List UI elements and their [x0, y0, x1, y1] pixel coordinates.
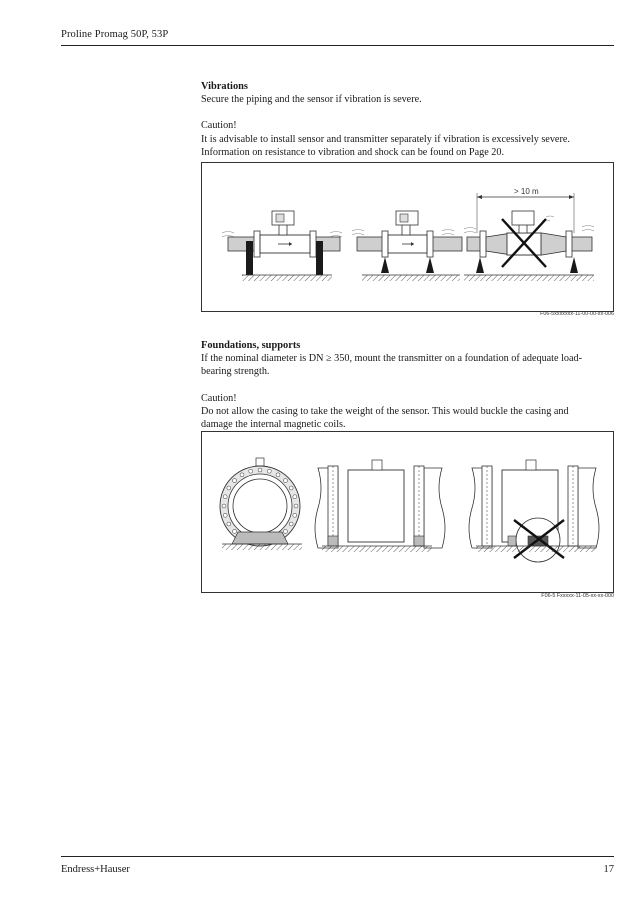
flange-bolt-hole: [283, 529, 287, 533]
vibrations-text: Secure the piping and the sensor if vibration is severe.: [201, 94, 422, 106]
flange-bolt-hole: [223, 495, 227, 499]
vibrations-caution-label: Caution!: [201, 120, 237, 132]
vibrations-illustration: [202, 163, 613, 311]
flange-bolt-hole: [223, 513, 227, 517]
distance-label: > 10 m: [514, 187, 539, 196]
panel-large-flange-on-foundation: [220, 458, 302, 550]
flange-bolt-hole: [240, 473, 244, 477]
foundations-illustration: [202, 432, 613, 592]
flange-bolt-hole: [249, 469, 253, 473]
foundations-heading: Foundations, supports: [201, 340, 301, 351]
vibrations-heading: Vibrations: [201, 81, 248, 92]
flange-bolt-hole: [258, 468, 262, 472]
foundations-text-1: If the nominal diameter is DN ≥ 350, mount the transmitter on a foundation of adequate load-: [201, 353, 583, 365]
flange-bolt-hole: [276, 473, 280, 477]
foundations-caution-text-1: Do not allow the casing to take the weight of the sensor. This would buckle the casing and: [201, 405, 569, 417]
panel-side-view-supported: [315, 460, 445, 552]
header-rule: [61, 45, 614, 46]
panel-side-view-crossed: [469, 460, 599, 562]
panel-separate-mounting-crossed: [464, 187, 594, 281]
vibrations-figure: [201, 162, 614, 312]
foundations-figure: [201, 431, 614, 593]
flange-bolt-hole: [227, 486, 231, 490]
flange-bolt-hole: [267, 469, 271, 473]
foundations-text-2: bearing strength.: [201, 366, 270, 378]
flange-bolt-hole: [283, 479, 287, 483]
flange-bolt-hole: [293, 495, 297, 499]
vibrations-caution-text-1: It is advisable to install sensor and transmitter separately if vibration is excessively severe.: [201, 133, 570, 145]
foundations-caution-text-2: damage the internal magnetic coils.: [201, 419, 346, 431]
panel-supported-sensor: [352, 211, 462, 281]
foundations-section: [201, 339, 581, 431]
running-header-title: Proline Promag 50P, 53P: [61, 29, 169, 40]
flange-bolt-hole: [233, 479, 237, 483]
footer-company: Endress+Hauser: [61, 864, 130, 875]
page-number: 17: [603, 864, 614, 875]
flange-bolt-hole: [233, 529, 237, 533]
flange-bolt-hole: [294, 504, 298, 508]
flange-bolt-hole: [222, 504, 226, 508]
vibrations-section: [201, 80, 581, 159]
footer-rule: [61, 856, 614, 857]
foundations-caution-label: Caution!: [201, 392, 237, 404]
flange-bolt-hole: [289, 486, 293, 490]
flange-bolt-hole: [289, 522, 293, 526]
foundations-figure-code: F06-5 Fxxxxx-11-05-xx-xx-000: [541, 593, 614, 599]
vibrations-caution-text-2: Information on resistance to vibration and shock can be found on Page 20.: [201, 146, 504, 158]
flange-bolt-hole: [293, 513, 297, 517]
flange-bolt-hole: [227, 522, 231, 526]
vibrations-figure-code: F06-5xxxxxxx-11-00-00-xx-006: [540, 311, 614, 317]
panel-secured-piping: [222, 211, 342, 281]
